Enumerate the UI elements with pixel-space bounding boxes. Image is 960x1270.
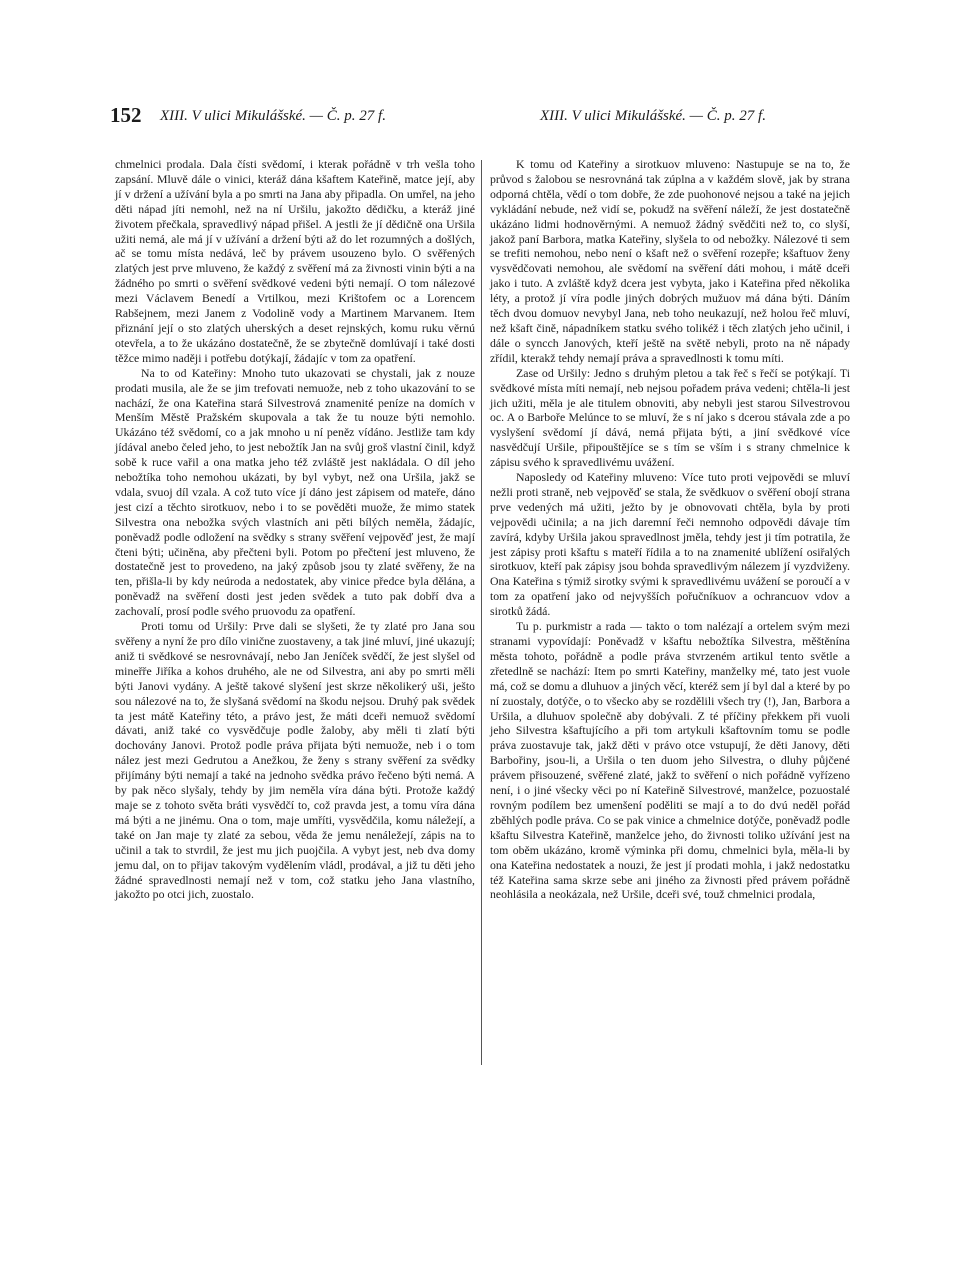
- running-head-right: XIII. V ulici Mikulášské. — Č. p. 27 f.: [540, 108, 766, 124]
- right-column: [490, 157, 850, 902]
- paragraph: Tu p. purkmistr a rada — takto o tom nalézají a ortelem svým mezi stranami vypovídají: Poněvadž v kšaftu nebožtíka Silvestra, měštěnína města tohoto, pořádně a podle práva stvrzeném artikul tento světle a zřetedlně se nachází: Item po smrti Kateřiny, manželky mé, tato jest vuole má, což se domu a dluhuov a jiných věcí, kteréž sem jí byl dal a které by po ní zuostaly, dotýče, o to všecko aby se rozdělili všech try (!), Jan, Barbora a Uršila, a dluhuov společně aby dobývali. Z té příčiny překkem při vuoli jeho Silvestra kšaftujícího a při tom artykuli kšaftovním tomu se podle práva zuostavuje tak, jakž děti v právo otce vstupují, že děti Janovy, děti Barbořiny, jsou-li, a Uršila o ten duom jeho Silvestra, o dluhy půjčené právem přisouzené, svěřené zlaté, jakž to svěření o nich pořádně vyřízeno není, i o jiné všecky věci po ní Kateřině Silvestrové, manželce, pozuostalé rovným podílem bez umenšení poděliti se mají a to do dvú neděl pořád zběhlých podle práva. Co se pak vinice a chmelnice dotýče, poněvadž podle kšaftu Silvestra Kateřině, manželce jeho, do živnosti toliko užívání jest na tom oběm ukázáno, kromě výminka při domu, chmelnici byla, měla-li by ona Kateřina nedostatek a nouzi, že jest jí prodati mohla, i jakž nedostatku též Kateřina sama skrze sebe ani jiného za živnosti před právem pořádně neohlásila a neokázala, než Uršile, dceři své, touž chmelnici prodala,: [490, 619, 850, 902]
- page-number: 152: [110, 103, 142, 127]
- paragraph: chmelnici prodala. Dala čísti svědomí, i kterak pořádně v trh vešla toho zapsání. Mluvě dále o vinici, kteráž dána kšaftem Kateřině, matce její, aby jí v držení a užívání byla a po smrti na Jana aby připadla. On umřel, na jeho děti nápad jíti nemohl, než na ní Uršilu, jakožto dědičku, a kteráž jiné životem přečkala, spravedlivý nápad přišel. A jestli že jí dědičně ona Uršila užiti nemá, ale má jí v užívání a držení býti až do let rozumných a došlých, ač se tomu místa nedává, leč by právem usouzeno bylo. O svěřených zlatých jest prve mluveno, že každý z svěření má za živnosti vinin býti a na žádného po smrti o svěření svědkové vedeni býti nemají. O tom nálezové mezi Václavem Benedí a Vrtilkou, mezi Krištofem oc a Lorencem Rabšejnem, mezi Janem z Vodolině vody a Martinem Marvanem. Item přiznání její o sto zlatých uherských a deset rejnských, komu ruku věrnú otevřela, a to že ukázáno dostatečně, že se zbytečně domlúvají i také dosti těžce mimo naději i potřebu dotýkají, žádajíc v tom za opatření.: [115, 157, 475, 365]
- paragraph: Proti tomu od Uršily: Prve dali se slyšeti, že ty zlaté pro Jana sou svěřeny a nyní že pro dílo vinične zuostaveny, a tak jiné mluví, jiné ukazují; aniž ti svědkové se nesrovnávají, nebo Jan Jeníček svědčí, že jest slyšel od mineřře Jiříka a kohos druhého, ale ne od Silvestra, ani aby po smrti měli býti Janovi vydány. A ještě takové slyšení jest skrze několikerý uši, ješto sou nálezové na to, že slyšaná svědomí na škodu nejsou. Druhý pak svědek ta jest mátě Kateřiny této, a právo jest, že máti dceři nemuož svědomí dávati, aniž také co vysvědčuje podle žaloby, aby měli ti zlatí býti dochovány Janovi. Protož podle práva přijata býti nemuože, neb i o tom nález jest mezi Gedrutou a Anežkou, že ženy s strany svěření za svědky přijímány býti nemají a také na jednoho svědka právo řečeno býti nemá. A by pak něco slyšaly, tehdy by jim neměla víra dána býti. Protože každý maje se z tohoto světa bráti vysvědčí to, což pravda jest, a tomu víra dána má býti a ne jinému. Ona o tom, maje umříti, vysvědčila, komu náležejí, a také on Jan maje ty zlaté za sebou, věda že jemu nenáležejí, zápis na to učinil a tak to stvrdil, že jest mu jich puojčila. A vybyt jest, neb dva domy jemu dal, on to přijav takovým vydělením vládl, prodával, a již tu děti jeho žádné spravedlnosti nemají než v tom, což statku jeho Jana vlastního, jakožto po otci jich, zuostalo.: [115, 619, 475, 902]
- paragraph: K tomu od Kateřiny a sirotkuov mluveno: Nastupuje se na to, že průvod s žalobou se nesrovnáná tak zúplna a v každém slově, jak by strana odporná chtěla, vědí o tom dobře, že zde puohonové nejsou a také na jejich vykládání nebude, než vidí se, pokudž na svěření náleží, že jest dostatečně ukázáno lidmi hodnověrnými. A nemuož žádný svědčiti než to, co slyší, jakož paní Barbora, matka Kateřiny, slyšela to od nebožky. Nálezové ti sem se trefiti nemohou, nebo není o kšaft než o svěření rozepře; kšaftuov ženy vysvědčovati nemohou, ale svědomí na svěření dáti mohou, i mátě dceři jako i tuto. A zvláště když dcera jest vybyta, jako i Kateřina před několika léty, a protož jí víra podle jiných dobrých mužuov má dána býti. Dáním těch dvou domuov nevybyl Jana, neb toho neukazují, než holou řeč mluví, než kšaft čině, nápadníkem statku svého tolikéž i těch zlatých jeho učinil, i dále o syncch Janových, kteří ještě na světě nebyli, proto na ně nápady zřídil, kterakž tehdy nemají práva a spravedlnosti k tomu míti.: [490, 157, 850, 365]
- paragraph: Naposledy od Kateřiny mluveno: Více tuto proti vejpovědi se mluví nežli proti straně, neb vejpověď se stala, že svědkuov o svěření obojí strana prve vedených má užiti, ježto by je obnovovati chtěla, byla by proti vejpovědi učinila; a na jich daremní řeči nemnoho odpovědi dávaje tím zavírá, kdyby Uršila jakou spravedlnost jměla, tehdy jest ji tím potratila, že jest zápisy proti kšaftu s mateří řídila a to na znamenité ublížení osiřalých sirotkuov, kteří pak zápisy jsou bohda spravedlivým nálezem jí vyzdviženy. Ona Kateřina s týmiž sirotky svými k spravedlivému uvážení se poroučí a v tom za opatření jako od nejvyšších pořučníkuov a ochrancuov vdov a sirotků žádá.: [490, 470, 850, 619]
- left-column: [115, 157, 475, 902]
- column-divider: [481, 160, 482, 1065]
- running-head-left: XIII. V ulici Mikulášské. — Č. p. 27 f.: [160, 108, 386, 124]
- paragraph: Zase od Uršily: Jedno s druhým pletou a tak řeč s řečí se potýkají. Ti svědkové místa míti nemají, neb nejsou pořadem práva vedeni; chtěla-li jest jich užiti, měla je ale titulem obnoviti, aby nebyli jest starou Silvestrovou oc. A o Barboře Melúnce to se mluví, že s ní jako s dcerou stávala zde a po vyslyšení svědomí jí dává, nemá přijata býti, a jiní svědkové více nasvědčují Uršile, připouštějíce se s tím se vším i s strany chmelnice k zápisu svého k spravedlivému uvážení.: [490, 365, 850, 470]
- page-header: [0, 103, 960, 133]
- paragraph: Na to od Kateřiny: Mnoho tuto ukazovati se chystali, jak z nouze prodati musila, ale že se jim trefovati nemuože, neb z toho ukazování to se nachází, že ona Kateřina stará Silvestrová znamenité peníze na domích v Menším Městě Pražském skupovala a tak že tu nouze býti nemohlo. Ukázáno též svědomí, co a jak mnoho u ní peněz vídáno. Jestliže tam kdy jídával anebo čeled jeho, to jest nebožtík Jan na svůj groš vlastní činil, když sobě k ruce vařil a ona matka jeho též zvláště jest nakládala. O díl jeho nebožtíka toho nemohou ukázati, by byl vybyt, než ona Uršila, jakž se vdala, svuoj díl vzala. A což tuto více jí dáno jest zápisem od mateře, dáno jest cizí a těchto sirotkuov, nebo i to se pověděti muože, že mimo statek Silvestra ona nebožka svých vlastních ani pěti bílých neměla, žádajíc, poněvadž podle odložení na svědky s strany svěření vejpověď jest, že mají čteni býti; učiněna, aby přečteni byli. Potom po přečtení jest mluveno, že dostatečně jest to provedeno, na jaký způsob jsou ty zlaté svěřeny, že na ten, přišla-li by kdy neúroda a nedostatek, aby vinice předce byla dělána, a poněvadž na svěření dosti jest jeden svědek a tuto pak dobří dva a zachovalí, prosí podle svého pruovodu za opatření.: [115, 365, 475, 619]
